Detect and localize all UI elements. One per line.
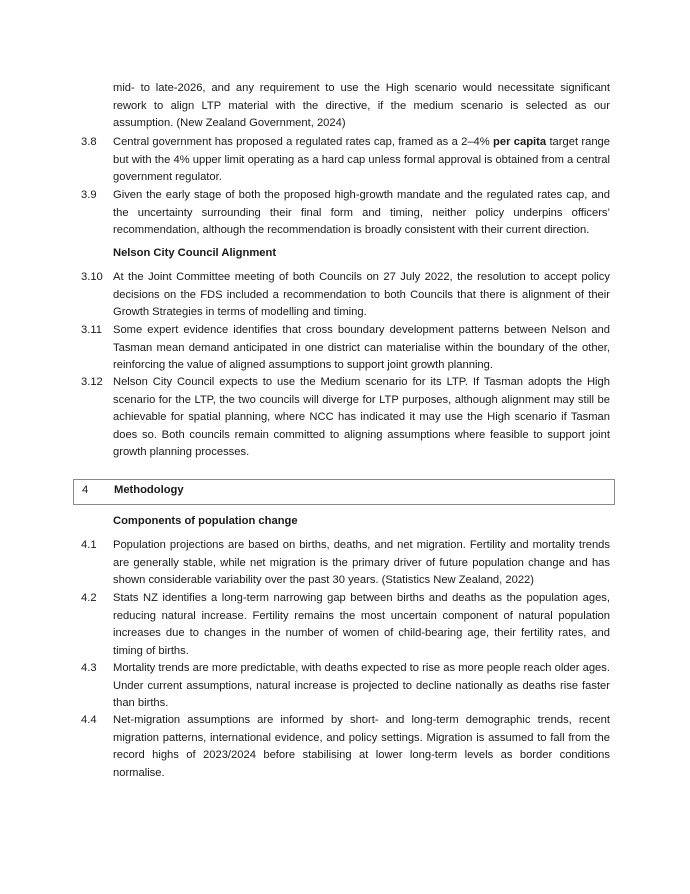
section-heading-box xyxy=(73,479,615,505)
paragraph-3-8-text-before: Central government has proposed a regulated rates cap, framed as a 2–4% xyxy=(113,136,494,148)
section-number: 4 xyxy=(82,484,89,496)
subheading-components: Components of population change xyxy=(113,515,298,527)
paragraph-number-3-11: 3.11 xyxy=(81,324,102,336)
paragraph-3-8 xyxy=(113,134,610,187)
paragraph-3-8-bold: per capita xyxy=(493,136,547,148)
paragraph-3-8-text-after: target range but with the 4% upper limit operating as a hard cap unless formal approval is obtained from a central government regulator. xyxy=(113,136,610,183)
paragraph-number-4-1: 4.1 xyxy=(81,539,97,551)
paragraph-number-3-10: 3.10 xyxy=(81,271,103,283)
paragraph-3-12: Nelson City Council expects to use the Medium scenario for its LTP. If Tasman adopts the High scenario for the LTP, the two councils will diverge for LTP purposes, although alignment may still be achievable for spatial planning, where NCC has indicated it may use the High scenario if Tasman does so. Both councils remain committed to aligning assumptions where feasible to support joint growth planning processes. xyxy=(113,376,610,458)
section-title: Methodology xyxy=(114,484,184,496)
paragraph-3-9: Given the early stage of both the proposed high-growth mandate and the regulated rates cap, and the uncertainty surrounding their final form and timing, neither policy underpins officers’ recommendation, although the recommendation is broadly consistent with their current direction. xyxy=(113,189,610,236)
paragraph-number-3-12: 3.12 xyxy=(81,376,103,388)
paragraph-number-3-9: 3.9 xyxy=(81,189,97,201)
paragraph-number-3-8: 3.8 xyxy=(81,136,97,148)
subheading-ncc-alignment: Nelson City Council Alignment xyxy=(113,247,277,259)
paragraph-4-2: Stats NZ identifies a long-term narrowing gap between births and deaths as the population ages, reducing natural increase. Fertility remains the most uncertain component of natural population increases due to changes in the number of women of child-bearing age, their fertility rates, and timing of births. xyxy=(113,592,610,657)
paragraph-4-4: Net-migration assumptions are informed by short- and long-term demographic trends, recent migration patterns, international evidence, and policy settings. Migration is assumed to fall from the record highs of 2023/2024 before stabilising at lower long-term levels as border conditions normalise. xyxy=(113,714,610,779)
paragraph-number-4-3: 4.3 xyxy=(81,662,97,674)
paragraph-3-11: Some expert evidence identifies that cross boundary development patterns between Nelson and Tasman mean demand anticipated in one district can materialise within the boundary of the other, reinforcing the value of aligned assumptions to support joint growth planning. xyxy=(113,324,610,371)
paragraph-4-3: Mortality trends are more predictable, with deaths expected to rise as more people reach older ages. Under current assumptions, natural increase is projected to decline nationally as deaths rise faster than births. xyxy=(113,662,610,709)
paragraph-3-10: At the Joint Committee meeting of both Councils on 27 July 2022, the resolution to accept policy decisions on the FDS included a recommendation to both Councils that there is alignment of their Growth Strategies in terms of modelling and timing. xyxy=(113,271,610,318)
paragraph-3-7-continuation: mid- to late-2026, and any requirement to use the High scenario would necessitate significant rework to align LTP material with the directive, if the medium scenario is selected as our assumption. (New Zealand Government, 2024) xyxy=(113,82,610,129)
paragraph-4-1: Population projections are based on births, deaths, and net migration. Fertility and mortality trends are generally stable, while net migration is the primary driver of future population change and has shown considerable variability over the past 30 years. (Statistics New Zealand, 2022) xyxy=(113,539,610,586)
paragraph-number-4-2: 4.2 xyxy=(81,592,97,604)
paragraph-number-4-4: 4.4 xyxy=(81,714,97,726)
